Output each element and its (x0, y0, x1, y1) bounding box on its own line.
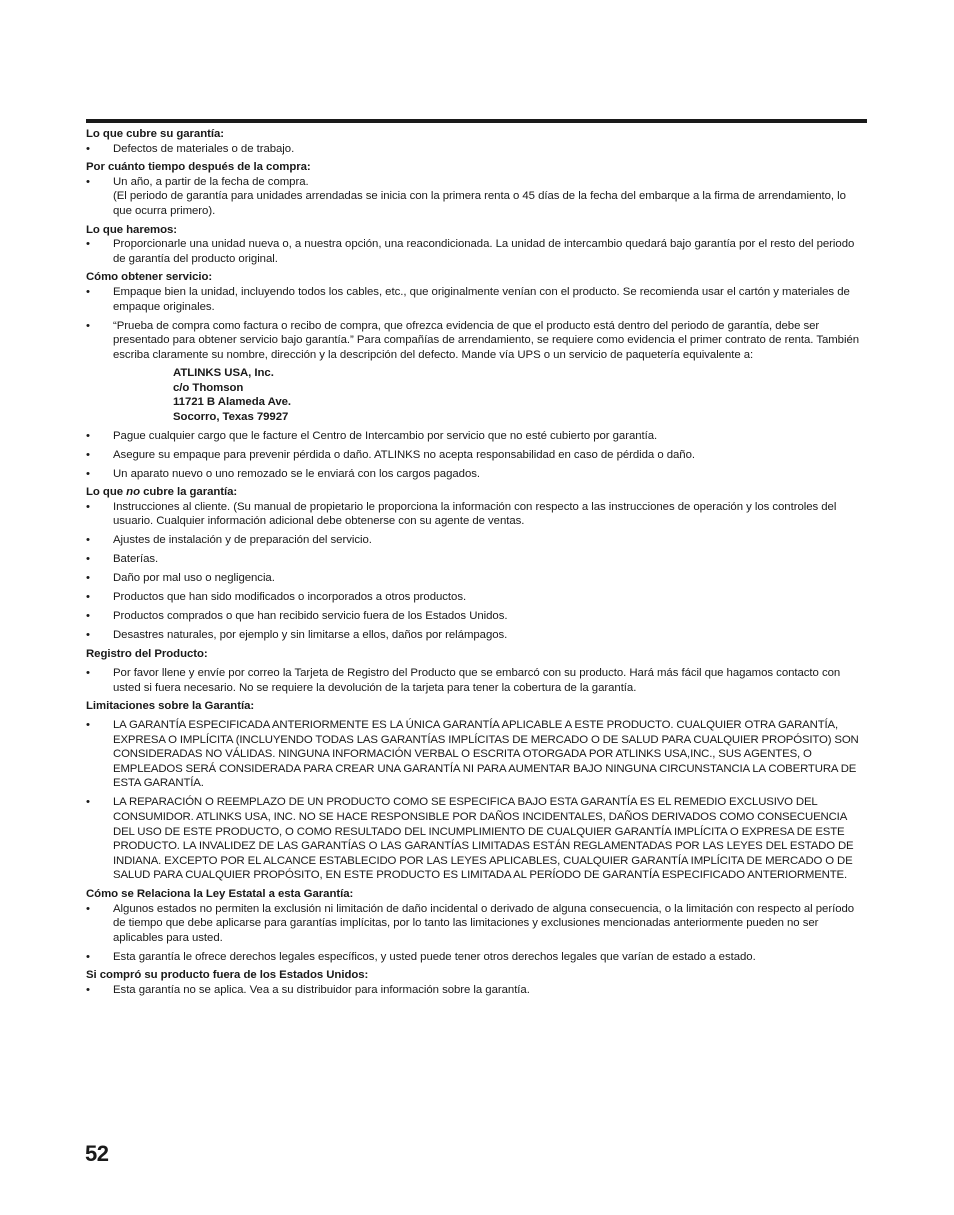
list-item: • Daño por mal uso o negligencia. (86, 572, 275, 585)
bullet: • (86, 983, 90, 996)
list-item: • Un año, a partir de la fecha de compra. (El periodo de garantía para unidades arrendadas se inicia con la primera renta o 45 días de la fecha del embarque a la firma de arrendamiento, lo que ocurra primero). (86, 175, 846, 217)
address-city: Socorro, Texas 79927 (173, 410, 289, 423)
list-item: • Algunos estados no permiten la exclusión ni limitación de daño incidental o derivado de alguna consecuencia, o la limitación con respecto al período de tiempo que debe aplicarse para garantías implícitas, por lo tanto las limitaciones y exclusiones mencionadas anteriormente pueden no ser aplicables para usted. (86, 902, 855, 944)
section-heading-outside-us: Si compró su producto fuera de los Estados Unidos: (86, 969, 369, 982)
section-heading-what-we-do: Lo que haremos: (86, 223, 178, 236)
bullet: • (86, 610, 90, 623)
service-address (173, 366, 867, 424)
bullet: • (86, 572, 90, 585)
list-item: • Un aparato nuevo o uno remozado se le enviará con los cargos pagados. (86, 467, 480, 480)
section-heading-get-service: Cómo obtener servicio: (86, 271, 213, 284)
bullet: • (86, 950, 90, 963)
not-covered-list (86, 500, 867, 643)
list-item: • Asegure su empaque para prevenir pérdida o daño. ATLINKS no acepta responsabilidad en caso de pérdida o daño. (86, 448, 695, 461)
bullet: • (86, 629, 90, 642)
bullet: • (86, 142, 90, 155)
list-item: • Esta garantía no se aplica. Vea a su distribuidor para información sobre la garantía. (86, 983, 530, 996)
bullet: • (86, 285, 90, 298)
registration-list (86, 666, 867, 695)
what-we-do-list (86, 237, 867, 266)
list-item: • Pague cualquier cargo que le facture el Centro de Intercambio por servicio que no esté cubierto por garantía. (86, 429, 658, 442)
list-item: • “Prueba de compra como factura o recibo de compra, que ofrezca evidencia de que el producto está dentro del periodo de garantía, debe ser presentado para obtener servicio bajo garantía.” Para compañías de arrendamiento, se requiere como evidencia el primer contrato de renta. También escriba claramente su nombre, dirección y la descripción del defecto. Mande vía UPS o un servicio de paquetería equivalente a: (86, 319, 860, 361)
bullet: • (86, 467, 90, 480)
section-heading-limitations: Limitaciones sobre la Garantía: (86, 700, 255, 713)
get-service-list (86, 285, 867, 362)
list-item: • Instrucciones al cliente. (Su manual de propietario le proporciona la información con respecto a las instrucciones de operación y los controles del usuario. Cualquier información adicional debe obtenerse con su agente de ventas. (86, 500, 837, 528)
coverage-list (86, 142, 867, 157)
list-item: • Proporcionarle una unidad nueva o, a nuestra opción, una reacondicionada. La unidad de intercambio quedará bajo garantía por el resto del periodo de garantía del producto original. (86, 238, 855, 265)
bullet: • (86, 591, 90, 604)
section-heading-coverage: Lo que cubre su garantía: (86, 128, 224, 140)
duration-list (86, 175, 867, 219)
section-heading-not-covered: Lo que no cubre la garantía: (86, 486, 238, 499)
list-item: • Baterías. (86, 553, 159, 566)
bullet: • (86, 175, 90, 188)
bullet: • (86, 719, 90, 732)
bullet: • (86, 796, 90, 809)
page-number: 52 (85, 1141, 109, 1166)
bullet: • (86, 500, 90, 513)
bullet: • (86, 238, 90, 251)
bullet: • (86, 448, 90, 461)
bullet: • (86, 534, 90, 547)
address-care-of: c/o Thomson (173, 381, 244, 394)
bullet: • (86, 319, 90, 332)
list-item: • Desastres naturales, por ejemplo y sin limitarse a ellos, daños por relámpagos. (86, 629, 508, 642)
section-heading-registration: Registro del Producto: (86, 647, 208, 660)
list-item: • Productos que han sido modificados o incorporados a otros productos. (86, 591, 467, 604)
lease-note: (El periodo de garantía para unidades arrendadas se inicia con la primera renta o 45 días de la fecha del embarque a la firma de arrendamiento, lo que ocurra primero). (113, 190, 846, 217)
bullet: • (86, 902, 90, 915)
bullet: • (86, 553, 90, 566)
bullet: • (86, 429, 90, 442)
list-item: • LA GARANTÍA ESPECIFICADA ANTERIORMENTE ES LA ÚNICA GARANTÍA APLICABLE A ESTE PRODUCTO. CUALQUIER OTRA GARANTÍA, EXPRESA O IMPLÍCITA (INCLUYENDO TODAS LAS GARANTÍAS IMPLÍCITAS DE MERCADO O DE SALUD PARA CUALQUIER PROPÓSITO) SON CONSIDERADAS NO VÁLIDAS. NINGUNA INFORMACIÓN VERBAL O ESCRITA OTORGADA POR ATLINKS USA,INC., SUS AGENTES, O EMPLEADOS SERÁ CONSIDERADA PARA CREAR UNA GARANTÍA NI PARA AUMENTAR BAJO NINGUNA CIRCUNSTANCIA LA COBERTURA DE ESTA GARANTÍA. (86, 719, 859, 790)
list-item: • Esta garantía le ofrece derechos legales específicos, y usted puede tener otros derechos legales que varían de estado a estado. (86, 950, 756, 963)
address-street: 11721 B Alameda Ave. (173, 396, 292, 409)
list-item: • Productos comprados o que han recibido servicio fuera de los Estados Unidos. (86, 610, 508, 623)
top-rule (86, 119, 867, 123)
state-law-list (86, 902, 867, 965)
limitations-list (86, 718, 867, 883)
bullet: • (86, 666, 90, 679)
list-item: • Por favor llene y envíe por correo la Tarjeta de Registro del Producto que se embarcó con su producto. Hará más fácil que hagamos contacto con usted si fuera necesario. No se requiere la devolución de la tarjeta para tener la cobertura de la garantía. (86, 666, 841, 694)
list-item: • Empaque bien la unidad, incluyendo todos los cables, etc., que originalmente venían con el producto. Se recomienda usar el cartón y materiales de empaque originales. (86, 285, 850, 313)
warranty-content (86, 127, 867, 998)
section-heading-state-law: Cómo se Relaciona la Ley Estatal a esta Garantía: (86, 888, 354, 901)
list-item: • Ajustes de instalación y de preparación del servicio. (86, 534, 372, 547)
outside-us-list (86, 983, 867, 998)
list-item: • LA REPARACIÓN O REEMPLAZO DE UN PRODUCTO COMO SE ESPECIFICA BAJO ESTA GARANTÍA ES EL REMEDIO EXCLUSIVO DEL CONSUMIDOR. ATLINKS USA, INC. NO SE HACE RESPONSIBLE POR DAÑOS INCIDENTALES, DAÑOS DERIVADOS COMO CONSECUENCIA DEL USO DE ESTE PRODUCTO, O COMO RESULTADO DEL INCUMPLIMIENTO DE CUALQUIER GARANTÍA IMPLÍCITA O EXPRESA DE ESTE PRODUCTO. LA INVALIDEZ DE LAS GARANTÍAS O LAS GARANTÍAS LIMITADAS ESTÁN REGLAMENTADAS POR LAS LEYES DEL ESTADO DE INDIANA. EXCEPTO POR EL ALCANCE ESTABLECIDO POR LAS LEYES APLICABLES, CUALQUIER GARANTÍA IMPLÍCITA DE MERCADO O DE SALUD PARA CUALQUIER PROPÓSITO, EN ESTE PRODUCTO ES LIMITADA AL PERÍODO DE GARANTÍA ESPECIFICADO ANTERIORMENTE. (86, 796, 854, 882)
get-service-list-continued (86, 429, 867, 482)
list-item: • Defectos de materiales o de trabajo. (86, 142, 295, 155)
section-heading-duration: Por cuánto tiempo después de la compra: (86, 161, 311, 174)
address-company: ATLINKS USA, Inc. (173, 367, 274, 380)
